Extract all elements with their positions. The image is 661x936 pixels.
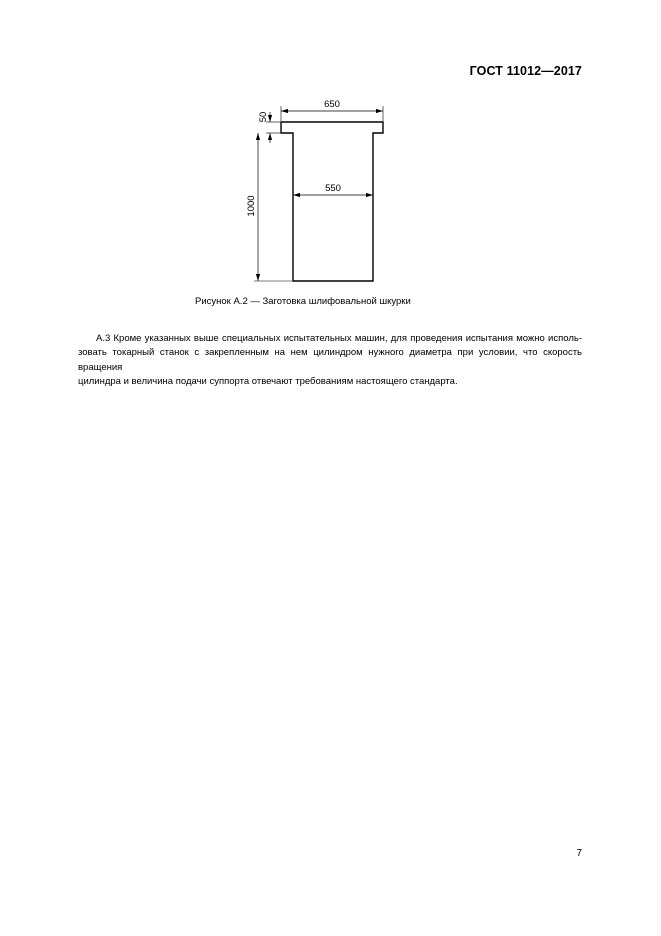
paragraph-line: зовать токарный станок с закрепленным на нем цилиндром нужного диаметра при условии, что скорость вращения bbox=[78, 347, 582, 373]
dimension-50-label: 50 bbox=[258, 111, 269, 123]
paragraph-a3 bbox=[78, 332, 582, 389]
blank-outline bbox=[281, 122, 383, 281]
dimension-550-label: 550 bbox=[325, 183, 341, 194]
paragraph-line: цилиндра и величина подачи суппорта отвечают требованиям настоящего стандарта. bbox=[78, 375, 458, 387]
page-number: 7 bbox=[576, 848, 582, 859]
document-header: ГОСТ 11012—2017 bbox=[469, 64, 582, 78]
dimension-650-label: 650 bbox=[324, 99, 340, 110]
dimension-1000-label: 1000 bbox=[246, 195, 257, 217]
paragraph-line: А.3 Кроме указанных выше специальных испытательных машин, для проведения испытания можно исполь- bbox=[96, 333, 582, 344]
figure-caption: Рисунок А.2 — Заготовка шлифовальной шкурки bbox=[195, 296, 411, 307]
